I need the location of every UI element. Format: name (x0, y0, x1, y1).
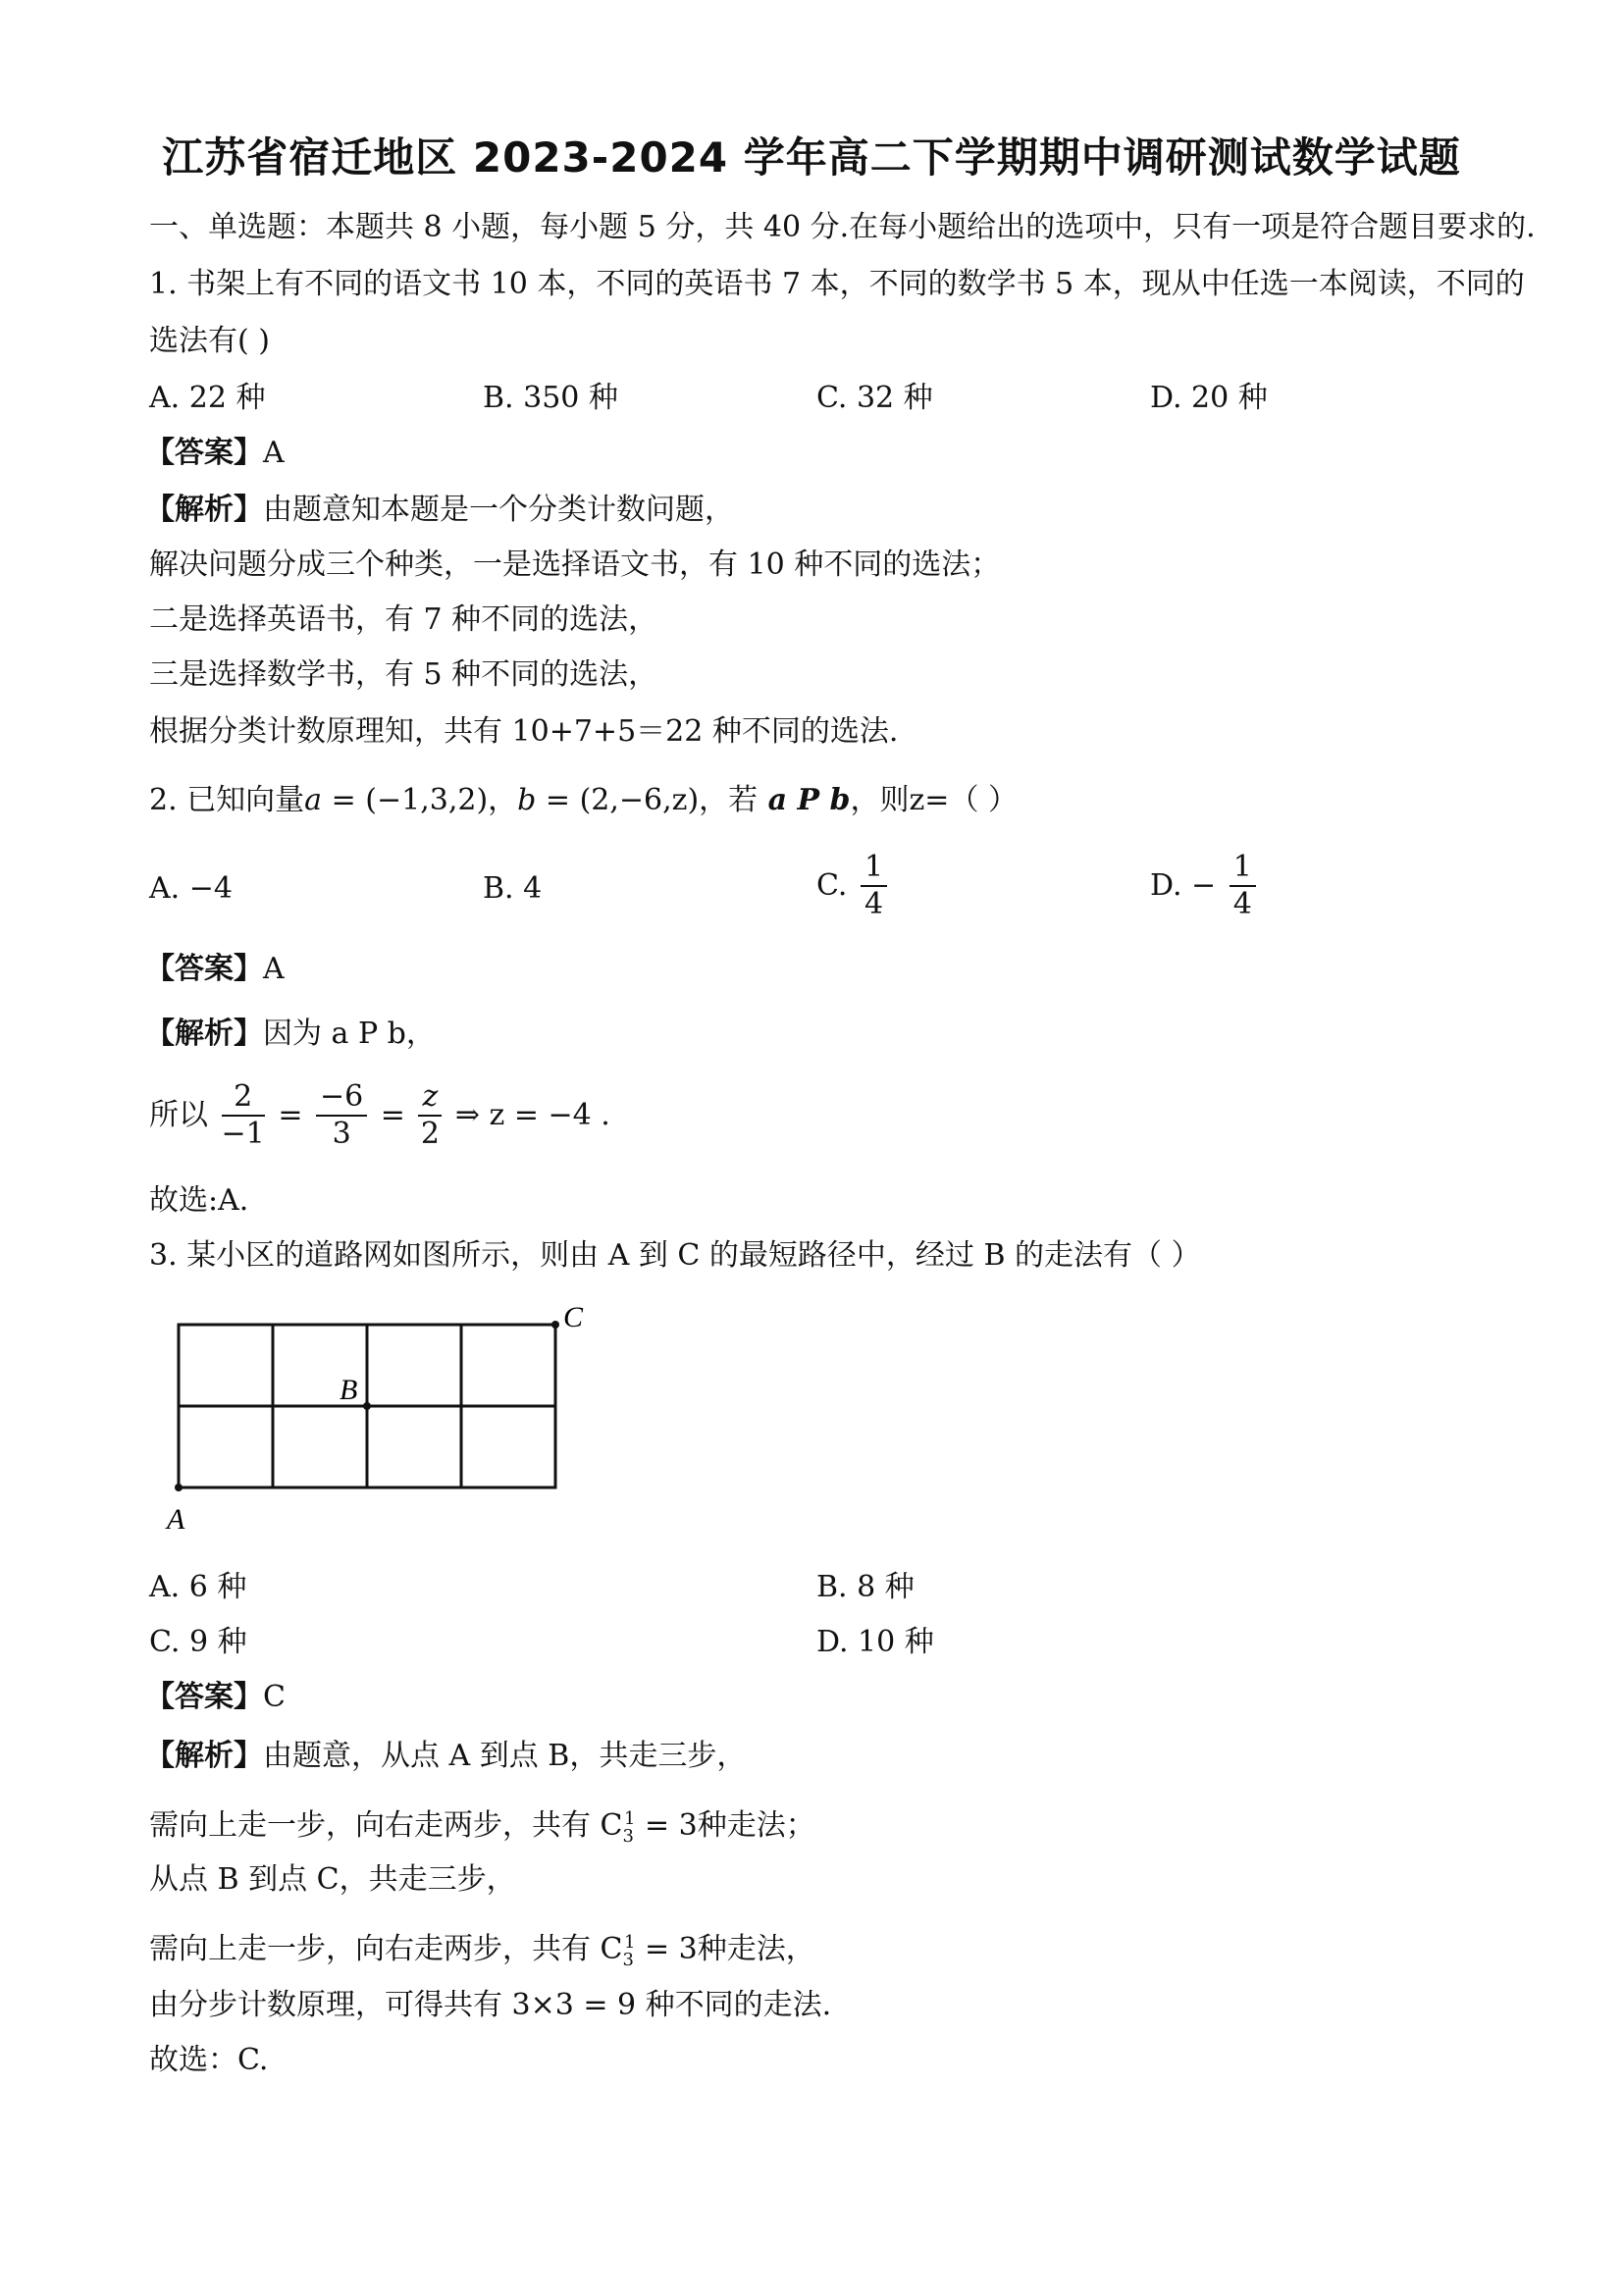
fraction (316, 1079, 367, 1152)
superscript: 1 (623, 1932, 636, 1953)
q2-choose: 故选:A. (149, 1183, 249, 1218)
subscript: 3 (622, 1950, 634, 1970)
equals-sign: = (380, 1098, 405, 1132)
q3-choose: 故选：C. (149, 2043, 269, 2077)
q1-stem-line2: 选法有( ) (149, 324, 270, 358)
fraction-numerator: 2 (222, 1079, 265, 1117)
q2-answer (145, 952, 285, 987)
text: = 3种走法； (635, 1808, 815, 1843)
fraction-denominator: 4 (1232, 887, 1252, 921)
q1-analysis-line: 根据分类计数原理知，共有 10+7+5＝22 种不同的选法. (149, 714, 899, 749)
point-b (363, 1402, 371, 1410)
q3-analysis-line (149, 1801, 815, 1854)
subscript: 3 (622, 1826, 634, 1847)
fraction (418, 1079, 442, 1152)
q1-answer (145, 436, 285, 471)
q1-option-c: C. 32 种 (816, 381, 933, 415)
q1-answer-value: A (263, 436, 285, 470)
point-a (175, 1484, 183, 1491)
q3-analysis-label: 【解析】 (145, 1739, 263, 1773)
q2-derivation (149, 1079, 610, 1152)
q2-option-a: A. −4 (149, 871, 233, 906)
fraction-numerator: 1 (861, 850, 887, 887)
q2-result: ⇒ z = −4 . (454, 1098, 610, 1132)
q2-stem (149, 783, 1018, 818)
q1-answer-label: 【答案】 (145, 436, 263, 470)
section-heading: 一、单选题：本题共 8 小题，每小题 5 分，共 40 分.在每小题给出的选项中，只有一项是符合题目要求的. (149, 210, 1536, 244)
q2-option-c (816, 850, 891, 922)
text: = 3种走法， (635, 1932, 815, 1966)
q1-analysis-line: 三是选择数学书，有 5 种不同的选法， (149, 657, 658, 692)
q2-condition: a P b (758, 783, 851, 817)
q2-eq-b: = (2,−6,z)，若 (536, 783, 759, 817)
q2-option-d (1150, 850, 1260, 922)
fraction-denominator: 2 (420, 1117, 440, 1151)
point-c (551, 1321, 559, 1329)
label-b: B (340, 1374, 358, 1406)
vector-b: b (517, 783, 537, 817)
q2-analysis (145, 1017, 436, 1052)
q1-analysis (145, 493, 734, 528)
q1-option-b: B. 350 种 (483, 381, 618, 415)
q3-answer (145, 1680, 286, 1715)
q3-option-c: C. 9 种 (149, 1625, 247, 1659)
q3-analysis-line: 从点 B 到点 C，共走三步， (149, 1862, 516, 1897)
q2-answer-label: 【答案】 (145, 952, 263, 986)
q3-option-b: B. 8 种 (816, 1570, 915, 1604)
road-grid-figure (167, 1301, 604, 1550)
q2-option-c-fraction (861, 850, 887, 922)
q1-analysis-line: 解决问题分成三个种类，一是选择语文书，有 10 种不同的选法； (149, 548, 1001, 582)
q1-analysis-line: 由题意知本题是一个分类计数问题， (263, 493, 734, 527)
q2-option-d-label: D. − (1150, 868, 1217, 903)
fraction-denominator: 4 (864, 887, 884, 921)
label-c: C (563, 1301, 584, 1333)
fraction (222, 1079, 265, 1152)
equals-sign: = (278, 1098, 303, 1132)
q2-analysis-label: 【解析】 (145, 1017, 263, 1051)
q1-stem-line1: 1. 书架上有不同的语文书 10 本，不同的英语书 7 本，不同的数学书 5 本，现从中任选一本阅读，不同的 (149, 267, 1525, 301)
q2-eq-a: = (−1,3,2)， (322, 783, 518, 817)
q1-analysis-label: 【解析】 (145, 493, 263, 527)
vector-a: a (304, 783, 323, 817)
q2-stem-pre: 2. 已知向量 (149, 783, 305, 817)
q3-analysis-line: 由分步计数原理，可得共有 3×3 = 9 种不同的走法. (149, 1988, 832, 2022)
q2-option-c-label: C. (816, 868, 848, 903)
q3-option-a: A. 6 种 (149, 1570, 247, 1604)
q3-answer-value: C (263, 1680, 286, 1714)
fraction-numerator: 1 (1230, 850, 1256, 887)
fraction-numerator: z (418, 1079, 442, 1117)
q3-stem: 3. 某小区的道路网如图所示，则由 A 到 C 的最短路径中，经过 B 的走法有（ ） (149, 1238, 1201, 1273)
text: 需向上走一步，向右走两步，共有 C (149, 1932, 623, 1966)
fraction-denominator: −1 (221, 1117, 265, 1151)
q2-option-d-fraction (1230, 850, 1256, 922)
fraction-numerator: −6 (316, 1079, 367, 1117)
q2-option-b: B. 4 (483, 871, 543, 906)
q2-stem-post: ，则z=（ ） (850, 783, 1018, 817)
q3-answer-label: 【答案】 (145, 1680, 263, 1714)
label-a: A (167, 1503, 185, 1536)
q2-so: 所以 (149, 1098, 208, 1132)
fraction-denominator: 3 (332, 1117, 351, 1151)
text: 需向上走一步，向右走两步，共有 C (149, 1808, 623, 1843)
q2-answer-value: A (263, 952, 285, 986)
superscript: 1 (623, 1808, 636, 1829)
q3-analysis-line (149, 1925, 815, 1978)
q3-analysis (145, 1739, 746, 1774)
q3-option-d: D. 10 种 (816, 1625, 934, 1659)
q3-analysis-line: 由题意，从点 A 到点 B，共走三步， (263, 1739, 747, 1773)
document-title: 江苏省宿迁地区 2023-2024 学年高二下学期期中调研测试数学试题 (162, 133, 1461, 182)
q1-option-d: D. 20 种 (1150, 381, 1268, 415)
q2-analysis-line: 因为 a P b， (263, 1017, 436, 1051)
q1-analysis-line: 二是选择英语书，有 7 种不同的选法， (149, 602, 658, 637)
q1-option-a: A. 22 种 (149, 381, 266, 415)
